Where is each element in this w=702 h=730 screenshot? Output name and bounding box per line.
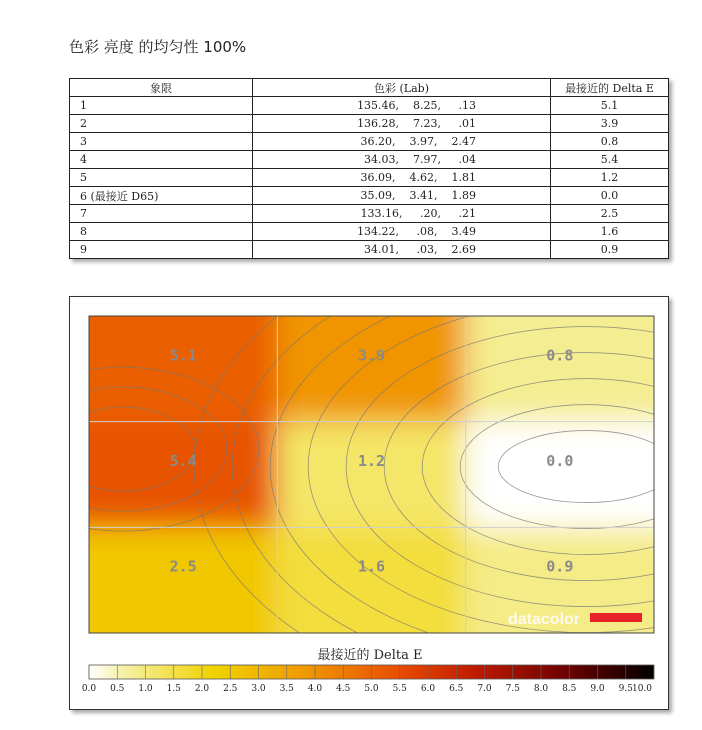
lab-cell: 135.46, 8.25, .13 [253, 97, 551, 115]
quadrant-cell: 5 [70, 169, 253, 187]
delta-e-cell: 5.1 [551, 97, 669, 115]
lab-cell: 136.28, 7.23, .01 [253, 115, 551, 133]
quadrant-cell: 7 [70, 205, 253, 223]
lab-cell: 34.03, 7.97, .04 [253, 151, 551, 169]
cell-value-label: 3.9 [357, 346, 386, 365]
table-row [70, 223, 669, 241]
scale-tick-label: 9.5 [618, 684, 633, 694]
color-scale-legend [82, 665, 654, 694]
delta-e-cell: 5.4 [551, 151, 669, 169]
table-row [70, 241, 669, 259]
heat-cell [277, 422, 465, 528]
page-title: 色彩 亮度 的均匀性 100% [69, 38, 247, 56]
lab-cell: 134.22, .08, 3.49 [253, 223, 551, 241]
table-row [70, 115, 669, 133]
table-row [70, 133, 669, 151]
scale-tick-label: 2.5 [223, 684, 238, 694]
scale-tick-label: 6.0 [420, 684, 436, 694]
quadrant-cell: 8 [70, 223, 253, 241]
scale-tick-label: 9.0 [590, 684, 605, 694]
cell-value-label: 0.8 [546, 346, 574, 365]
scale-tick-label: 7.5 [505, 684, 520, 694]
lab-cell: 36.09, 4.62, 1.81 [253, 169, 551, 187]
delta-e-cell: 3.9 [551, 115, 669, 133]
scale-tick-label: 8.5 [562, 684, 577, 694]
delta-e-cell: 1.6 [551, 223, 669, 241]
scale-tick-label: 4.0 [307, 684, 323, 694]
scale-tick-label: 10.0 [631, 684, 653, 694]
heat-cell [466, 527, 670, 673]
quadrant-cell: 9 [70, 241, 253, 259]
cell-value-label: 5.4 [169, 452, 197, 471]
quadrant-cell: 3 [70, 133, 253, 151]
scale-tick-label: 6.5 [449, 684, 464, 694]
scale-tick-label: 4.5 [336, 684, 351, 694]
delta-e-cell: 0.9 [551, 241, 669, 259]
scale-tick-label: 3.5 [279, 684, 294, 694]
scale-tick-label: 0.0 [81, 684, 97, 694]
table-row [70, 151, 669, 169]
datacolor-logo-text: datacolor [508, 611, 581, 628]
delta-e-cell: 2.5 [551, 205, 669, 223]
lab-cell: 36.20, 3.97, 2.47 [253, 133, 551, 151]
delta-e-cell: 0.8 [551, 133, 669, 151]
scale-tick-label: 3.0 [251, 684, 266, 694]
heat-cell [70, 422, 277, 528]
uniformity-heatmap [70, 297, 670, 711]
scale-tick-label: 1.0 [138, 684, 153, 694]
quadrant-table [69, 78, 669, 259]
scale-tick-label: 0.5 [110, 684, 125, 694]
cell-value-label: 0.9 [546, 557, 574, 576]
legend-title: 最接近的 Delta E [317, 648, 423, 663]
cell-value-label: 0.0 [546, 452, 574, 471]
table-row [70, 169, 669, 187]
scale-tick-label: 5.0 [364, 684, 379, 694]
scale-tick-label: 5.5 [392, 684, 407, 694]
heat-cell [70, 527, 277, 673]
cell-value-label: 5.1 [169, 346, 197, 365]
quadrant-cell: 4 [70, 151, 253, 169]
header-quadrant: 象限 [70, 79, 253, 97]
scale-tick-label: 7.0 [477, 684, 492, 694]
table-row [70, 97, 669, 115]
delta-e-cell: 1.2 [551, 169, 669, 187]
cell-value-label: 2.5 [169, 557, 197, 576]
lab-cell: 35.09, 3.41, 1.89 [253, 187, 551, 205]
quadrant-table-container [69, 78, 669, 259]
datacolor-logo-bar [590, 613, 642, 622]
cell-value-label: 1.2 [357, 452, 386, 471]
header-lab: 色彩 (Lab) [253, 79, 551, 97]
lab-cell: 133.16, .20, .21 [253, 205, 551, 223]
scale-tick-label: 1.5 [166, 684, 181, 694]
scale-tick-label: 8.0 [533, 684, 549, 694]
header-delta-e: 最接近的 Delta E [551, 79, 669, 97]
quadrant-cell: 1 [70, 97, 253, 115]
table-row [70, 205, 669, 223]
uniformity-chart-panel [69, 296, 669, 710]
cell-value-label: 1.6 [357, 557, 386, 576]
scale-tick-label: 2.0 [194, 684, 210, 694]
lab-cell: 34.01, .03, 2.69 [253, 241, 551, 259]
table-header-row [70, 79, 669, 97]
delta-e-cell: 0.0 [551, 187, 669, 205]
table-row [70, 187, 669, 205]
quadrant-cell: 6 (最接近 D65) [70, 187, 253, 205]
quadrant-cell: 2 [70, 115, 253, 133]
